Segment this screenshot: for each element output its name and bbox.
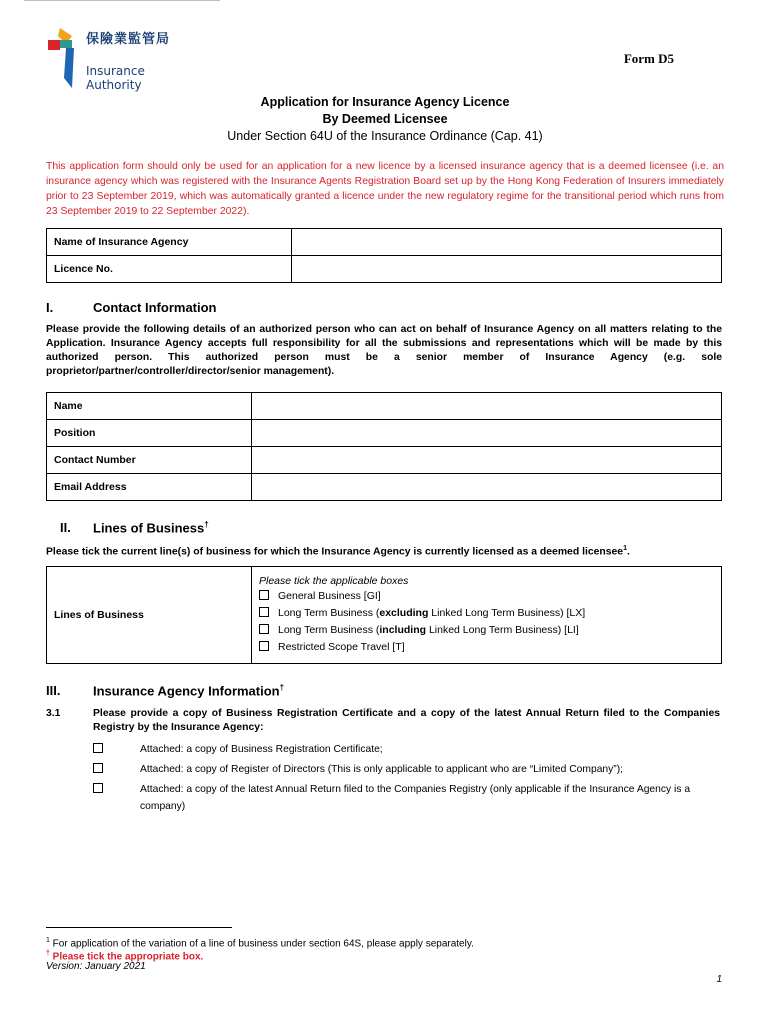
contact-table (46, 392, 722, 501)
logo-chinese-text: 保險業監管局 (86, 32, 171, 47)
section-3-1-text: Please provide a copy of Business Registration Certificate and a copy of the latest Annual Return filed to the Companies Registry by the Insurance Agency: (93, 708, 720, 733)
contact-position-label: Position (47, 420, 252, 447)
checkbox-lx[interactable] (259, 607, 269, 617)
contact-number-input[interactable] (252, 447, 722, 474)
section-1-title: Contact Information (93, 300, 217, 315)
section-3-title: Insurance Agency Information† (93, 683, 285, 699)
contact-email-label: Email Address (47, 474, 252, 501)
contact-email-input[interactable] (252, 474, 722, 501)
form-id: Form D5 (623, 51, 674, 66)
logo-english-text: Insurance Authority (86, 64, 145, 92)
agency-table (46, 228, 722, 283)
contact-name-input[interactable] (252, 393, 722, 420)
contact-name-label: Name (47, 393, 252, 420)
checkbox-t[interactable] (259, 641, 269, 651)
checkbox-attach-directors[interactable] (93, 763, 103, 773)
licence-no-input[interactable] (292, 256, 722, 283)
checkbox-attach-annual-return[interactable] (93, 783, 103, 793)
option-restricted-travel[interactable]: Restricted Scope Travel [T] (259, 639, 714, 656)
agency-name-input[interactable] (292, 229, 722, 256)
page-number: 1 (716, 974, 722, 985)
checkbox-attach-brc[interactable] (93, 743, 103, 753)
agency-name-label: Name of Insurance Agency (47, 229, 292, 256)
insurance-authority-logo (44, 26, 194, 92)
version-text: Version: January 2021 (46, 961, 146, 972)
form-legal-basis: Under Section 64U of the Insurance Ordinance (Cap. 41) (227, 129, 543, 143)
section-3-1-number: 3.1 (46, 708, 61, 719)
lines-of-business-options (252, 567, 722, 664)
checkbox-gi[interactable] (259, 590, 269, 600)
contact-number-label: Contact Number (47, 447, 252, 474)
option-general-business[interactable]: General Business [GI] (259, 588, 714, 605)
option-long-term-li[interactable]: Long Term Business (including Linked Long Term Business) [LI] (259, 622, 714, 639)
section-1-instructions: Please provide the following details of an authorized person who can act on behalf of Insurance Agency on all matters relating to the Application. Insurance Agency accepts full responsibility for all the submissions and representations which will be made by this authorized person. This authorized person must be a senior member of Insurance Agency (e.g. sole proprietor/partner/controller/director/senior management). (46, 324, 722, 377)
form-subtitle: By Deemed Licensee (322, 112, 448, 126)
checkbox-li[interactable] (259, 624, 269, 634)
usage-notice: This application form should only be used for an application for a new licence by a licensed insurance agency that is a deemed licensee (i.e. an insurance agency which was registered with the Insurance Agents Registration Board set up by the Hong Kong Federation of Insurers immediately prior to 23 September 2019, which was automatically granted a licence under the new regulatory regime for the transitional period which runs from 23 September 2019 to 22 September 2022). (46, 161, 724, 217)
attach-directors-text: Attached: a copy of Register of Directors (This is only applicable to applicant who are “Limited Company”); (140, 764, 624, 775)
top-rule (24, 0, 220, 1)
attach-annual-return-text: Attached: a copy of the latest Annual Return filed to the Companies Registry (only applicable if the Insurance Agency is a company) (140, 784, 691, 812)
section-2-title: Lines of Business† (93, 520, 209, 536)
section-2-instructions: Please tick the current line(s) of business for which the Insurance Agency is currently licensed as a deemed licensee$^1$. (46, 545, 630, 558)
lines-of-business-label: Lines of Business (47, 567, 252, 664)
lines-of-business-table (46, 566, 722, 664)
footnote-1: $^1$ For application of the variation of a line of business under section 64S, please apply separately. (46, 937, 474, 950)
form-title: Application for Insurance Agency Licence (260, 95, 510, 109)
section-2-number: II. (60, 520, 71, 535)
contact-position-input[interactable] (252, 420, 722, 447)
licence-no-label: Licence No. (47, 256, 292, 283)
attach-brc-text: Attached: a copy of Business Registration Certificate; (140, 744, 383, 755)
tick-instruction: Please tick the applicable boxes (259, 575, 409, 587)
option-long-term-lx[interactable]: Long Term Business (excluding Linked Long Term Business) [LX] (259, 605, 714, 622)
footnote-rule (46, 927, 232, 928)
section-1-number: I. (46, 300, 54, 315)
section-3-number: III. (46, 683, 61, 698)
ia-logo-mark-icon (44, 26, 84, 92)
footnote-dagger: † Please tick the appropriate box. (46, 950, 204, 963)
